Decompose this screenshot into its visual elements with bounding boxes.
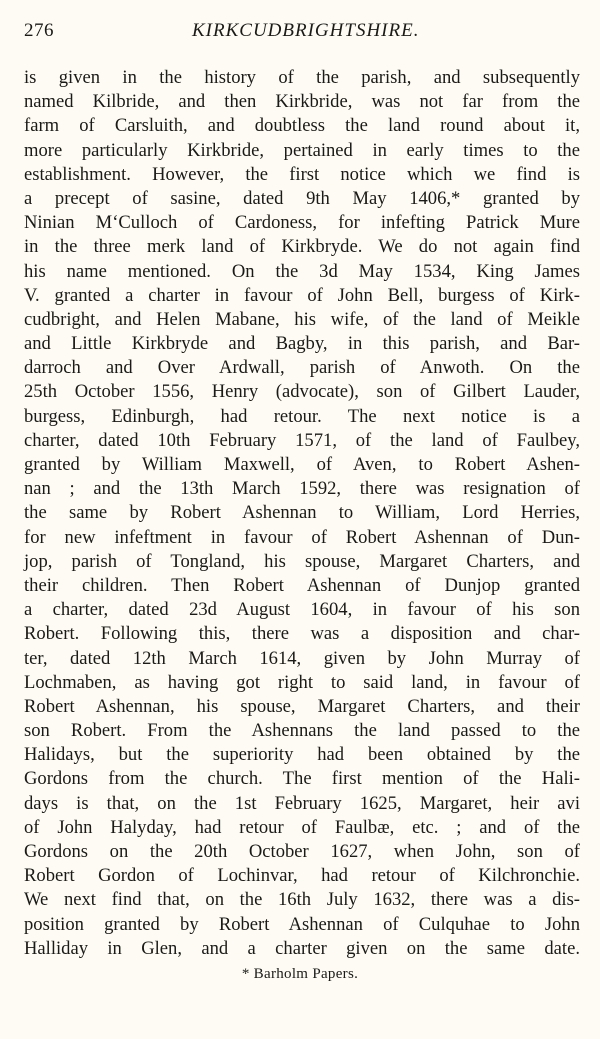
text-line: We next find that, on the 16th July 1632, there was a dis- (24, 889, 580, 911)
text-line: burgess, Edinburgh, had retour. The next notice is a (24, 405, 580, 427)
running-title: KIRKCUDBRIGHTSHIRE. (192, 20, 420, 41)
text-line: farm of Carsluith, and doubtless the land round about it, (24, 115, 580, 137)
text-line: V. granted a charter in favour of John Bell, burgess of Kirk- (24, 284, 580, 306)
text-line: 25th October 1556, Henry (advocate), son of Gilbert Lauder, (24, 381, 580, 403)
text-line: Robert. Following this, there was a disposition and char- (24, 623, 580, 645)
text-line: establishment. However, the first notice which we find is (24, 163, 580, 185)
text-line: jop, parish of Tongland, his spouse, Margaret Charters, and (24, 550, 580, 572)
text-line: the same by Robert Ashennan to William, Lord Herries, (24, 502, 580, 524)
text-line: a precept of sasine, dated 9th May 1406,* granted by (24, 187, 580, 209)
text-line: for new infeftment in favour of Robert Ashennan of Dun- (24, 526, 580, 548)
text-line: Robert Gordon of Lochinvar, had retour of Kilchronchie. (24, 865, 580, 887)
text-line: ter, dated 12th March 1614, given by John Murray of (24, 647, 580, 669)
text-line: son Robert. From the Ashennans the land passed to the (24, 720, 580, 742)
text-line: and Little Kirkbryde and Bagby, in this parish, and Bar- (24, 333, 580, 355)
text-line: position granted by Robert Ashennan of Culquhae to John (24, 913, 580, 935)
page-number: 276 (24, 20, 54, 41)
text-line: Robert Ashennan, his spouse, Margaret Charters, and their (24, 695, 580, 717)
text-line: in the three merk land of Kirkbryde. We do not again find (24, 236, 580, 258)
running-head (24, 20, 580, 46)
text-line: charter, dated 10th February 1571, of the land of Faulbey, (24, 429, 580, 451)
text-line: more particularly Kirkbride, pertained in early times to the (24, 139, 580, 161)
text-line: of John Halyday, had retour of Faulbæ, etc. ; and of the (24, 816, 580, 838)
text-line: a charter, dated 23d August 1604, in favour of his son (24, 599, 580, 621)
text-line: nan ; and the 13th March 1592, there was resignation of (24, 478, 580, 500)
text-line: his name mentioned. On the 3d May 1534, King James (24, 260, 580, 282)
text-line: named Kilbride, and then Kirkbride, was not far from the (24, 91, 580, 113)
text-line: granted by William Maxwell, of Aven, to Robert Ashen- (24, 454, 580, 475)
text-line: is given in the history of the parish, and subsequently (24, 67, 580, 88)
text-line: their children. Then Robert Ashennan of Dunjop granted (24, 574, 580, 596)
text-line: Ninian M‘Culloch of Cardoness, for infefting Patrick Mure (24, 212, 580, 234)
body-text (24, 66, 580, 961)
text-line: Gordons from the church. The first mention of the Hali- (24, 768, 580, 790)
text-line: darroch and Over Ardwall, parish of Anwoth. On the (24, 357, 580, 379)
text-line: Halidays, but the superiority had been obtained by the (24, 744, 580, 766)
footnote: * Barholm Papers. (241, 966, 359, 982)
text-line: Lochmaben, as having got right to said land, in favour of (24, 671, 580, 693)
text-line: Halliday in Glen, and a charter given on the same date. (24, 937, 580, 959)
text-line: Gordons on the 20th October 1627, when John, son of (24, 841, 580, 862)
text-line: days is that, on the 1st February 1625, Margaret, heir avi (24, 792, 580, 814)
text-line: cudbright, and Helen Mabane, his wife, of the land of Meikle (24, 308, 580, 330)
